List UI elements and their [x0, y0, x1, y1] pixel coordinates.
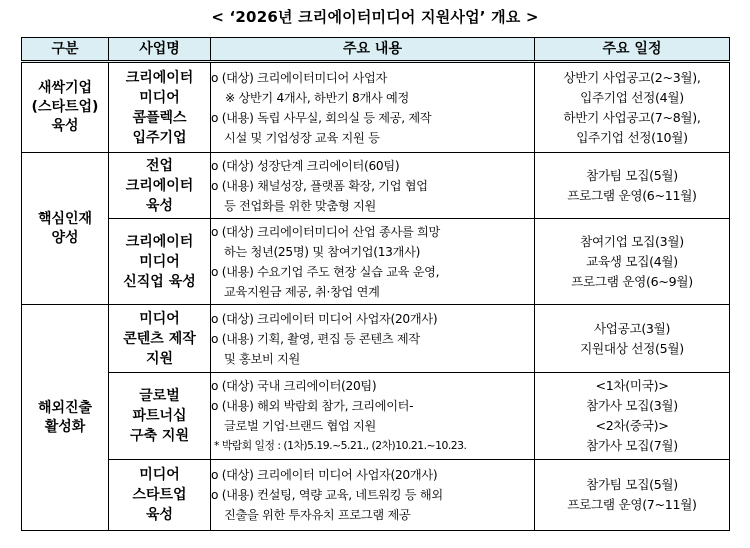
content-cell: [211, 153, 535, 219]
content-line: o (내용) 수요기업 주도 현장 실습 교육 운영,: [211, 264, 440, 279]
program-name: 입주기업: [132, 129, 187, 146]
program-name: 신직업 육성: [123, 273, 196, 290]
category-label: 새싹기업: [37, 80, 93, 96]
program-name-cell: [109, 219, 211, 305]
schedule-line: 하반기 사업공고(7~8월),: [563, 109, 701, 125]
program-name: 파트너십: [132, 408, 187, 424]
program-name: 글로벌: [139, 388, 180, 404]
program-name: 미디어: [139, 467, 180, 483]
schedule-cell: [535, 460, 730, 531]
content-line: 및 홍보비 지원: [224, 351, 300, 366]
schedule-line: 참가사 모집(7월): [586, 438, 678, 453]
program-name-cell: [109, 373, 211, 460]
category-cell: [22, 153, 109, 305]
content-cell: [211, 305, 535, 373]
category-cell: [22, 305, 109, 531]
schedule-line: 상반기 사업공고(2~3월),: [563, 69, 701, 85]
document-title: < ‘2026년 크리에이터미디어 지원사업’ 개요 >: [211, 8, 539, 26]
content-line: 진출을 위한 투자유치 프로그램 제공: [224, 508, 411, 522]
content-line: o (내용) 독립 사무실, 회의실 등 제공, 제작: [211, 110, 432, 125]
overview-table: [21, 37, 730, 531]
content-cell: [211, 219, 535, 305]
content-line: o (대상) 국내 크리에이터(20팀): [211, 379, 377, 393]
content-line: o (대상) 크리에이터 미디어 사업자(20개사): [211, 468, 438, 482]
content-cell: [211, 460, 535, 531]
content-line: 하는 청년(25명) 및 참여기업(13개사): [224, 244, 421, 259]
content-line: 글로벌 기업·브랜드 협업 지원: [224, 419, 376, 433]
schedule-cell: [535, 153, 730, 219]
schedule-line: 입주기업 선정(10월): [576, 129, 688, 145]
program-name: 크리에이터: [125, 69, 194, 86]
program-name: 크리에이터: [125, 177, 194, 194]
content-note: ※ 상반기 4개사, 하반기 8개사 예정: [225, 90, 409, 105]
table-row: [22, 219, 730, 305]
content-line: o (내용) 기획, 촬영, 편집 등 콘텐츠 제작: [211, 331, 420, 346]
content-line: 등 전업화를 위한 맞춤형 지원: [224, 198, 376, 213]
content-line: 시설 및 기업성장 교육 지원 등: [224, 130, 380, 145]
content-cell: [211, 62, 535, 153]
content-line: 교육지원금 제공, 취·창업 연계: [224, 284, 380, 299]
category-label: 활성화: [44, 418, 86, 435]
content-line: o (내용) 채널성장, 플랫폼 확장, 기업 협업: [211, 178, 428, 193]
schedule-line: 교육생 모집(4월): [586, 253, 678, 269]
header-schedule: 주요 일정: [535, 38, 730, 62]
table-row: [22, 305, 730, 373]
schedule-line: 참가팀 모집(5월): [586, 477, 678, 492]
content-cell: [211, 373, 535, 460]
schedule-line: 프로그램 운영(7~11월): [567, 497, 697, 512]
category-label: 양성: [51, 229, 79, 246]
program-name: 스타트업: [132, 487, 187, 503]
header-program: 사업명: [109, 38, 211, 62]
category-label: 육성: [51, 118, 79, 134]
schedule-line: 프로그램 운영(6~9월): [571, 273, 693, 289]
category-label: 핵심인재: [37, 210, 93, 227]
program-name-cell: [109, 305, 211, 373]
content-line: o (대상) 성장단계 크리에이터(60팀): [211, 158, 400, 173]
table-row: [22, 373, 730, 460]
content-line: o (대상) 크리에이터미디어 산업 종사를 희망: [211, 224, 440, 239]
schedule-line: 입주기업 선정(4월): [580, 89, 684, 105]
program-name-cell: [109, 460, 211, 531]
schedule-line: <1차(미국)>: [595, 378, 669, 393]
content-line: o (대상) 크리에이터미디어 사업자: [211, 70, 387, 85]
program-name: 지원: [145, 350, 174, 367]
schedule-line: 참가사 모집(3월): [586, 398, 678, 413]
table-row: [22, 62, 730, 153]
schedule-line: 사업공고(3월): [593, 320, 671, 336]
content-line: o (내용) 컨설팅, 역량 교육, 네트워킹 등 해외: [211, 488, 443, 502]
program-name: 미디어: [139, 89, 180, 106]
table-row: [22, 153, 730, 219]
program-name: 구축 지원: [130, 428, 189, 444]
category-label: (스타트업): [31, 99, 99, 115]
program-name: 미디어: [139, 310, 180, 327]
program-name: 콘텐츠 제작: [123, 330, 196, 347]
schedule-line: <2차(중국)>: [595, 418, 669, 433]
program-name-cell: [109, 62, 211, 153]
table-row: [22, 460, 730, 531]
category-label: 해외진출: [37, 399, 93, 416]
content-line: o (대상) 크리에이터 미디어 사업자(20개사): [211, 311, 438, 326]
program-name: 크리에이터: [125, 233, 194, 250]
program-name: 미디어: [139, 253, 180, 270]
content-line: o (내용) 해외 박람회 참가, 크리에이터-: [211, 399, 414, 413]
schedule-cell: [535, 219, 730, 305]
content-note: * 박람회 일정 : (1차)5.19.~5.21., (2차)10.21.~10.23.: [214, 439, 467, 452]
schedule-cell: [535, 305, 730, 373]
category-cell: [22, 62, 109, 153]
schedule-line: 지원대상 선정(5월): [580, 340, 684, 356]
schedule-cell: [535, 373, 730, 460]
header-category: 구분: [22, 38, 109, 62]
header-row: [22, 38, 730, 62]
program-name-cell: [109, 153, 211, 219]
program-name: 육성: [145, 507, 174, 523]
header-content: 주요 내용: [211, 38, 535, 62]
schedule-line: 참여기업 모집(3월): [580, 233, 684, 249]
program-name: 전업: [145, 157, 174, 174]
schedule-cell: [535, 62, 730, 153]
schedule-line: 참가팀 모집(5월): [586, 167, 678, 183]
program-name: 육성: [145, 197, 174, 214]
program-name: 콤플렉스: [132, 109, 187, 126]
schedule-line: 프로그램 운영(6~11월): [567, 187, 697, 203]
